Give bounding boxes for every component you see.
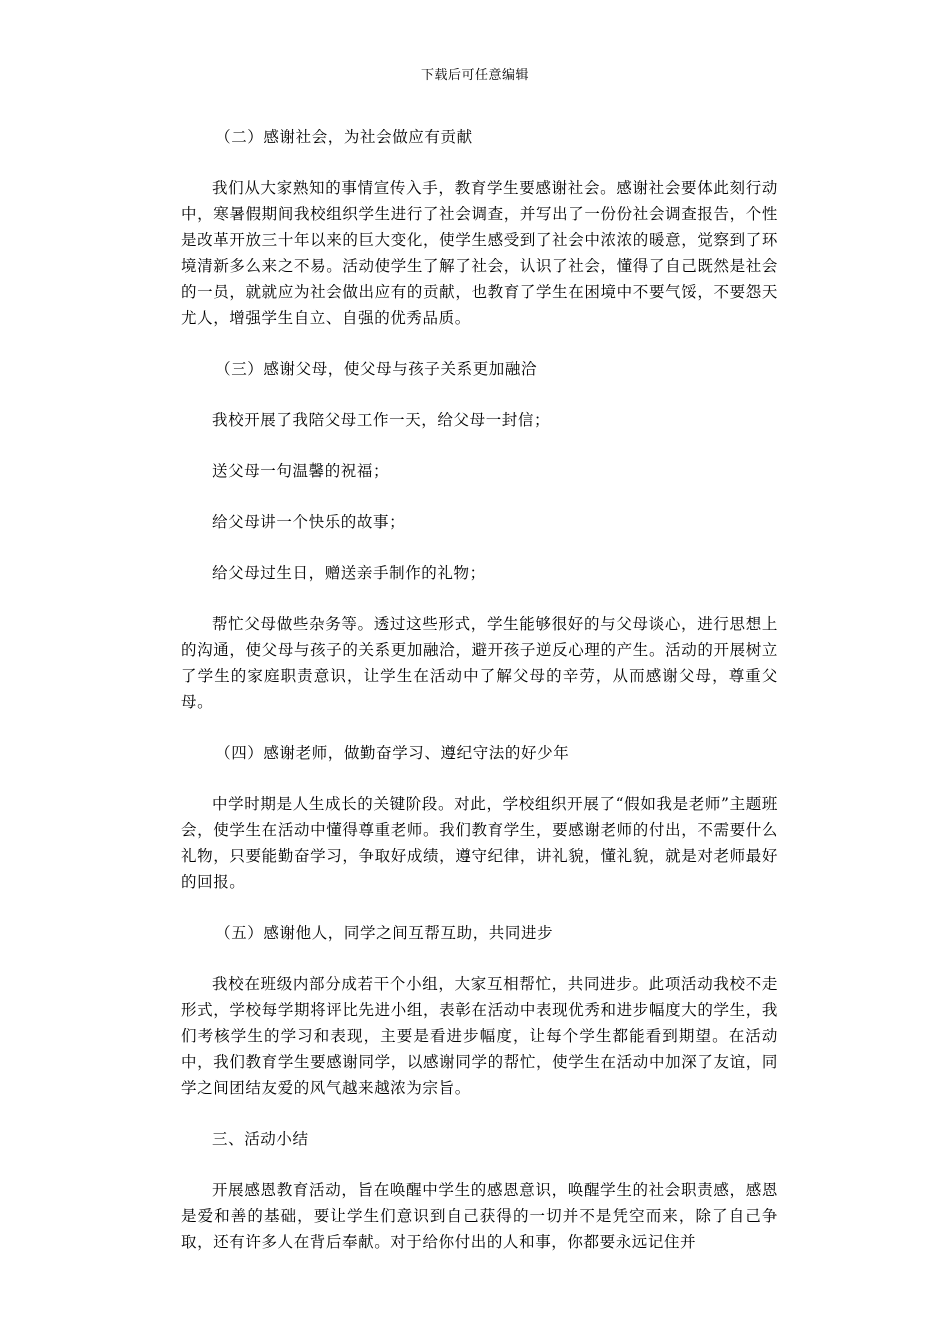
paragraph-parents-summary: 帮忙父母做些杂务等。透过这些形式，学生能够很好的与父母谈心，进行思想上的沟通，使父母与孩子的关系更加融洽，避开孩子逆反心理的产生。活动的开展树立了学生的家庭职责意识，让学生在活动中了解父母的辛劳，从而感谢父母，尊重父母。 <box>181 615 778 711</box>
document-body <box>181 124 778 1255</box>
section-heading-5: （五）感谢他人，同学之间互帮互助，共同进步 <box>215 924 554 942</box>
paragraph-parents-activity-1: 我校开展了我陪父母工作一天，给父母一封信； <box>212 411 551 429</box>
paragraph-summary: 开展感恩教育活动，旨在唤醒中学生的感恩意识，唤醒学生的社会职责感，感恩是爱和善的基础，要让学生们意识到自己获得的一切并不是凭空而来，除了自己争取，还有许多人在背后奉献。对于给你付出的人和事，你都要永远记住并 <box>181 1181 778 1251</box>
paragraph-mutual-help: 我校在班级内部分成若干个小组，大家互相帮忙，共同进步。此项活动我校不走形式，学校每学期将评比先进小组，表彰在活动中表现优秀和进步幅度大的学生，我们考核学生的学习和表现，主要是看进步幅度，让每个学生都能看到期望。在活动中，我们教育学生要感谢同学，以感谢同学的帮忙，使学生在活动中加深了友谊，同学之间团结友爱的风气越来越浓为宗旨。 <box>181 975 778 1097</box>
section-heading-2: （二）感谢社会，为社会做应有贡献 <box>215 128 473 146</box>
section-heading-4: （四）感谢老师，做勤奋学习、遵纪守法的好少年 <box>215 744 570 762</box>
page-header: 下载后可任意编辑 <box>420 68 529 83</box>
paragraph-thank-teachers: 中学时期是人生成长的关键阶段。对此，学校组织开展了“假如我是老师”主题班会，使学生在活动中懂得尊重老师。我们教育学生，要感谢老师的付出，不需要什么礼物，只要能勤奋学习，争取好成绩，遵守纪律，讲礼貌，懂礼貌，就是对老师最好的回报。 <box>181 795 778 891</box>
paragraph-parents-activity-3: 给父母讲一个快乐的故事； <box>212 513 406 531</box>
paragraph-parents-activity-4: 给父母过生日，赠送亲手制作的礼物； <box>212 564 486 582</box>
paragraph-parents-activity-2: 送父母一句温馨的祝福； <box>212 462 390 480</box>
section-heading-3: （三）感谢父母，使父母与孩子关系更加融洽 <box>215 360 538 378</box>
section-heading-summary: 三、活动小结 <box>212 1130 309 1148</box>
paragraph-thank-society: 我们从大家熟知的事情宣传入手，教育学生要感谢社会。感谢社会要体此刻行动中，寒暑假期间我校组织学生进行了社会调查，并写出了一份份社会调查报告，个性是改革开放三十年以来的巨大变化，使学生感受到了社会中浓浓的暖意，觉察到了环境清新多么来之不易。活动使学生了解了社会，认识了社会，懂得了自己既然是社会的一员，就就应为社会做出应有的贡献，也教育了学生在困境中不要气馁，不要怨天尤人，增强学生自立、自强的优秀品质。 <box>181 179 778 327</box>
